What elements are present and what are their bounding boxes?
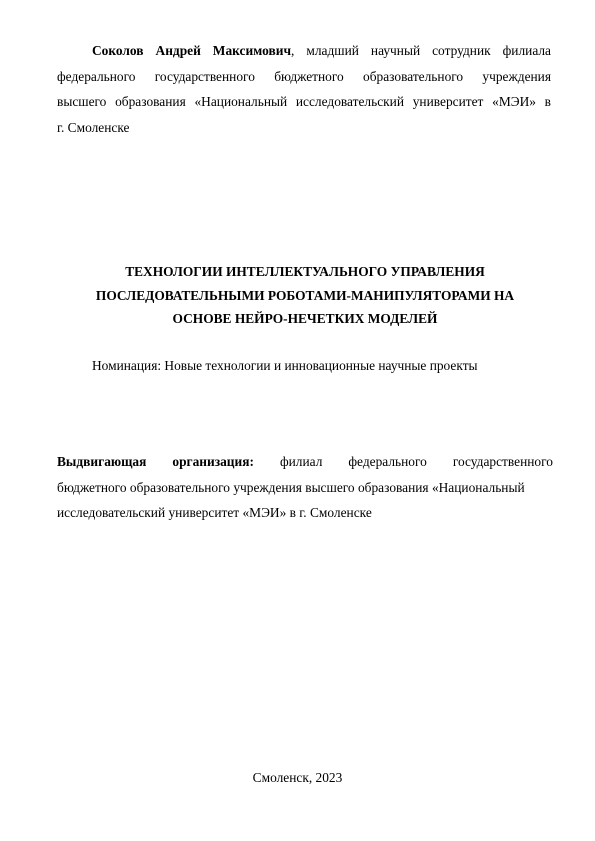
organization-word-3: государственного	[452, 454, 553, 469]
author-line-3: высшего образования «Национальный исследовательский университет «МЭИ» в	[57, 94, 551, 109]
city-year: Смоленск, 2023	[252, 770, 343, 785]
organization-line-1	[57, 449, 553, 475]
author-name: Соколов Андрей Максимович	[92, 43, 291, 58]
organization-label-word2: организация:	[172, 454, 254, 469]
organization-line-3: исследовательский университет «МЭИ» в г. Смоленске	[57, 505, 372, 520]
title-line-3: ОСНОВЕ НЕЙРО-НЕЧЕТКИХ МОДЕЛЕЙ	[172, 311, 438, 326]
author-line-1	[57, 38, 551, 64]
author-line-4: г. Смоленске	[57, 119, 130, 135]
organization-word-2: федерального	[348, 454, 427, 469]
title-line-1: ТЕХНОЛОГИИ ИНТЕЛЛЕКТУАЛЬНОГО УПРАВЛЕНИЯ	[125, 264, 485, 279]
author-affiliation-part1: , младший научный сотрудник филиала	[291, 43, 552, 58]
organization-label-word1: Выдвигающая	[57, 454, 147, 469]
organization-block	[57, 449, 553, 526]
organization-word-1: филиал	[279, 454, 323, 469]
document-title	[57, 260, 553, 331]
title-line-2: ПОСЛЕДОВАТЕЛЬНЫМИ РОБОТАМИ-МАНИПУЛЯТОРАМИ НА	[95, 287, 515, 303]
nomination: Номинация: Новые технологии и инновационные научные проекты	[92, 358, 478, 373]
author-block	[57, 38, 551, 140]
organization-line-2: бюджетного образовательного учреждения высшего образования «Национальный	[57, 479, 525, 495]
author-line-2: федерального государственного бюджетного образовательного учреждения	[57, 68, 551, 84]
